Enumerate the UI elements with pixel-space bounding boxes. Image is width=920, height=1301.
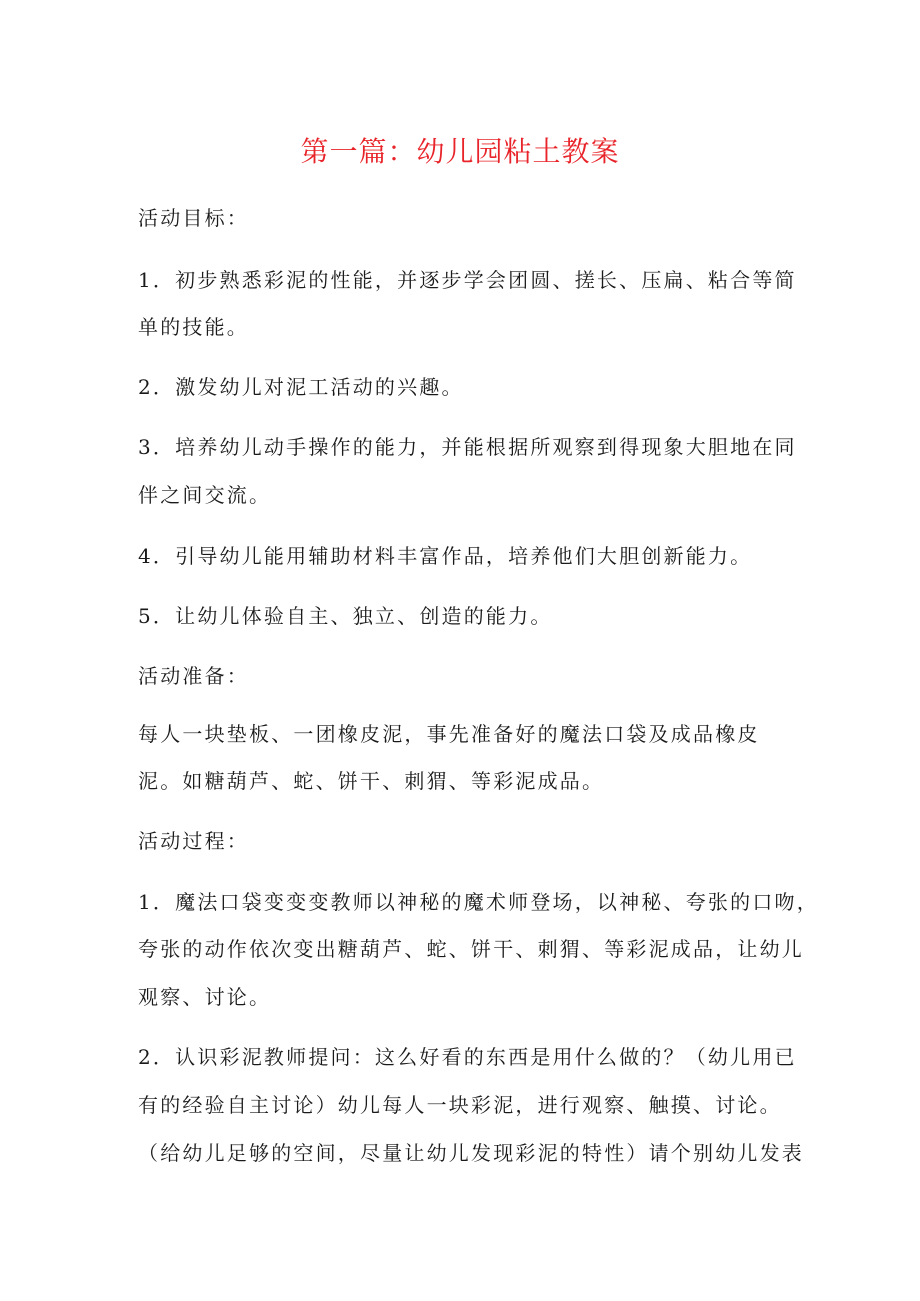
paragraph-line: 2．认识彩泥教师提问：这么好看的东西是用什么做的？（幼儿用已 — [138, 1045, 797, 1069]
paragraph-line: 观察、讨论。 — [138, 985, 272, 1009]
paragraph-line: 每人一块垫板、一团橡皮泥，事先准备好的魔法口袋及成品橡皮 — [138, 722, 760, 746]
section-heading-process: 活动过程： — [138, 829, 249, 853]
paragraph-line: 泥。如糖葫芦、蛇、饼干、刺猬、等彩泥成品。 — [138, 769, 605, 793]
paragraph-line: 2．激发幼儿对泥工活动的兴趣。 — [138, 375, 464, 399]
paragraph-line: 3．培养幼儿动手操作的能力，并能根据所观察到得现象大胆地在同 — [138, 435, 797, 459]
paragraph-line: 1．魔法口袋变变变教师以神秘的魔术师登场，以神秘、夸张的口吻， — [138, 890, 819, 914]
paragraph-line: 夸张的动作依次变出糖葫芦、蛇、饼干、刺猬、等彩泥成品，让幼儿 — [138, 937, 804, 961]
paragraph-line: 5．让幼儿体验自主、独立、创造的能力。 — [138, 604, 553, 628]
paragraph-line: 4．引导幼儿能用辅助材料丰富作品，培养他们大胆创新能力。 — [138, 544, 753, 568]
section-heading-preparation: 活动准备： — [138, 664, 249, 688]
document-title: 第一篇：幼儿园粘土教案 — [300, 135, 620, 168]
paragraph-line: 1．初步熟悉彩泥的性能，并逐步学会团圆、搓长、压扁、粘合等简 — [138, 268, 797, 292]
paragraph-line: 有的经验自主讨论）幼儿每人一块彩泥，进行观察、触摸、讨论。 — [138, 1093, 782, 1117]
paragraph-line: （给幼儿足够的空间，尽量让幼儿发现彩泥的特性）请个别幼儿发表 — [138, 1141, 804, 1165]
section-heading-goals: 活动目标： — [138, 206, 249, 230]
paragraph-line: 单的技能。 — [138, 315, 249, 339]
paragraph-line: 伴之间交流。 — [138, 483, 272, 507]
